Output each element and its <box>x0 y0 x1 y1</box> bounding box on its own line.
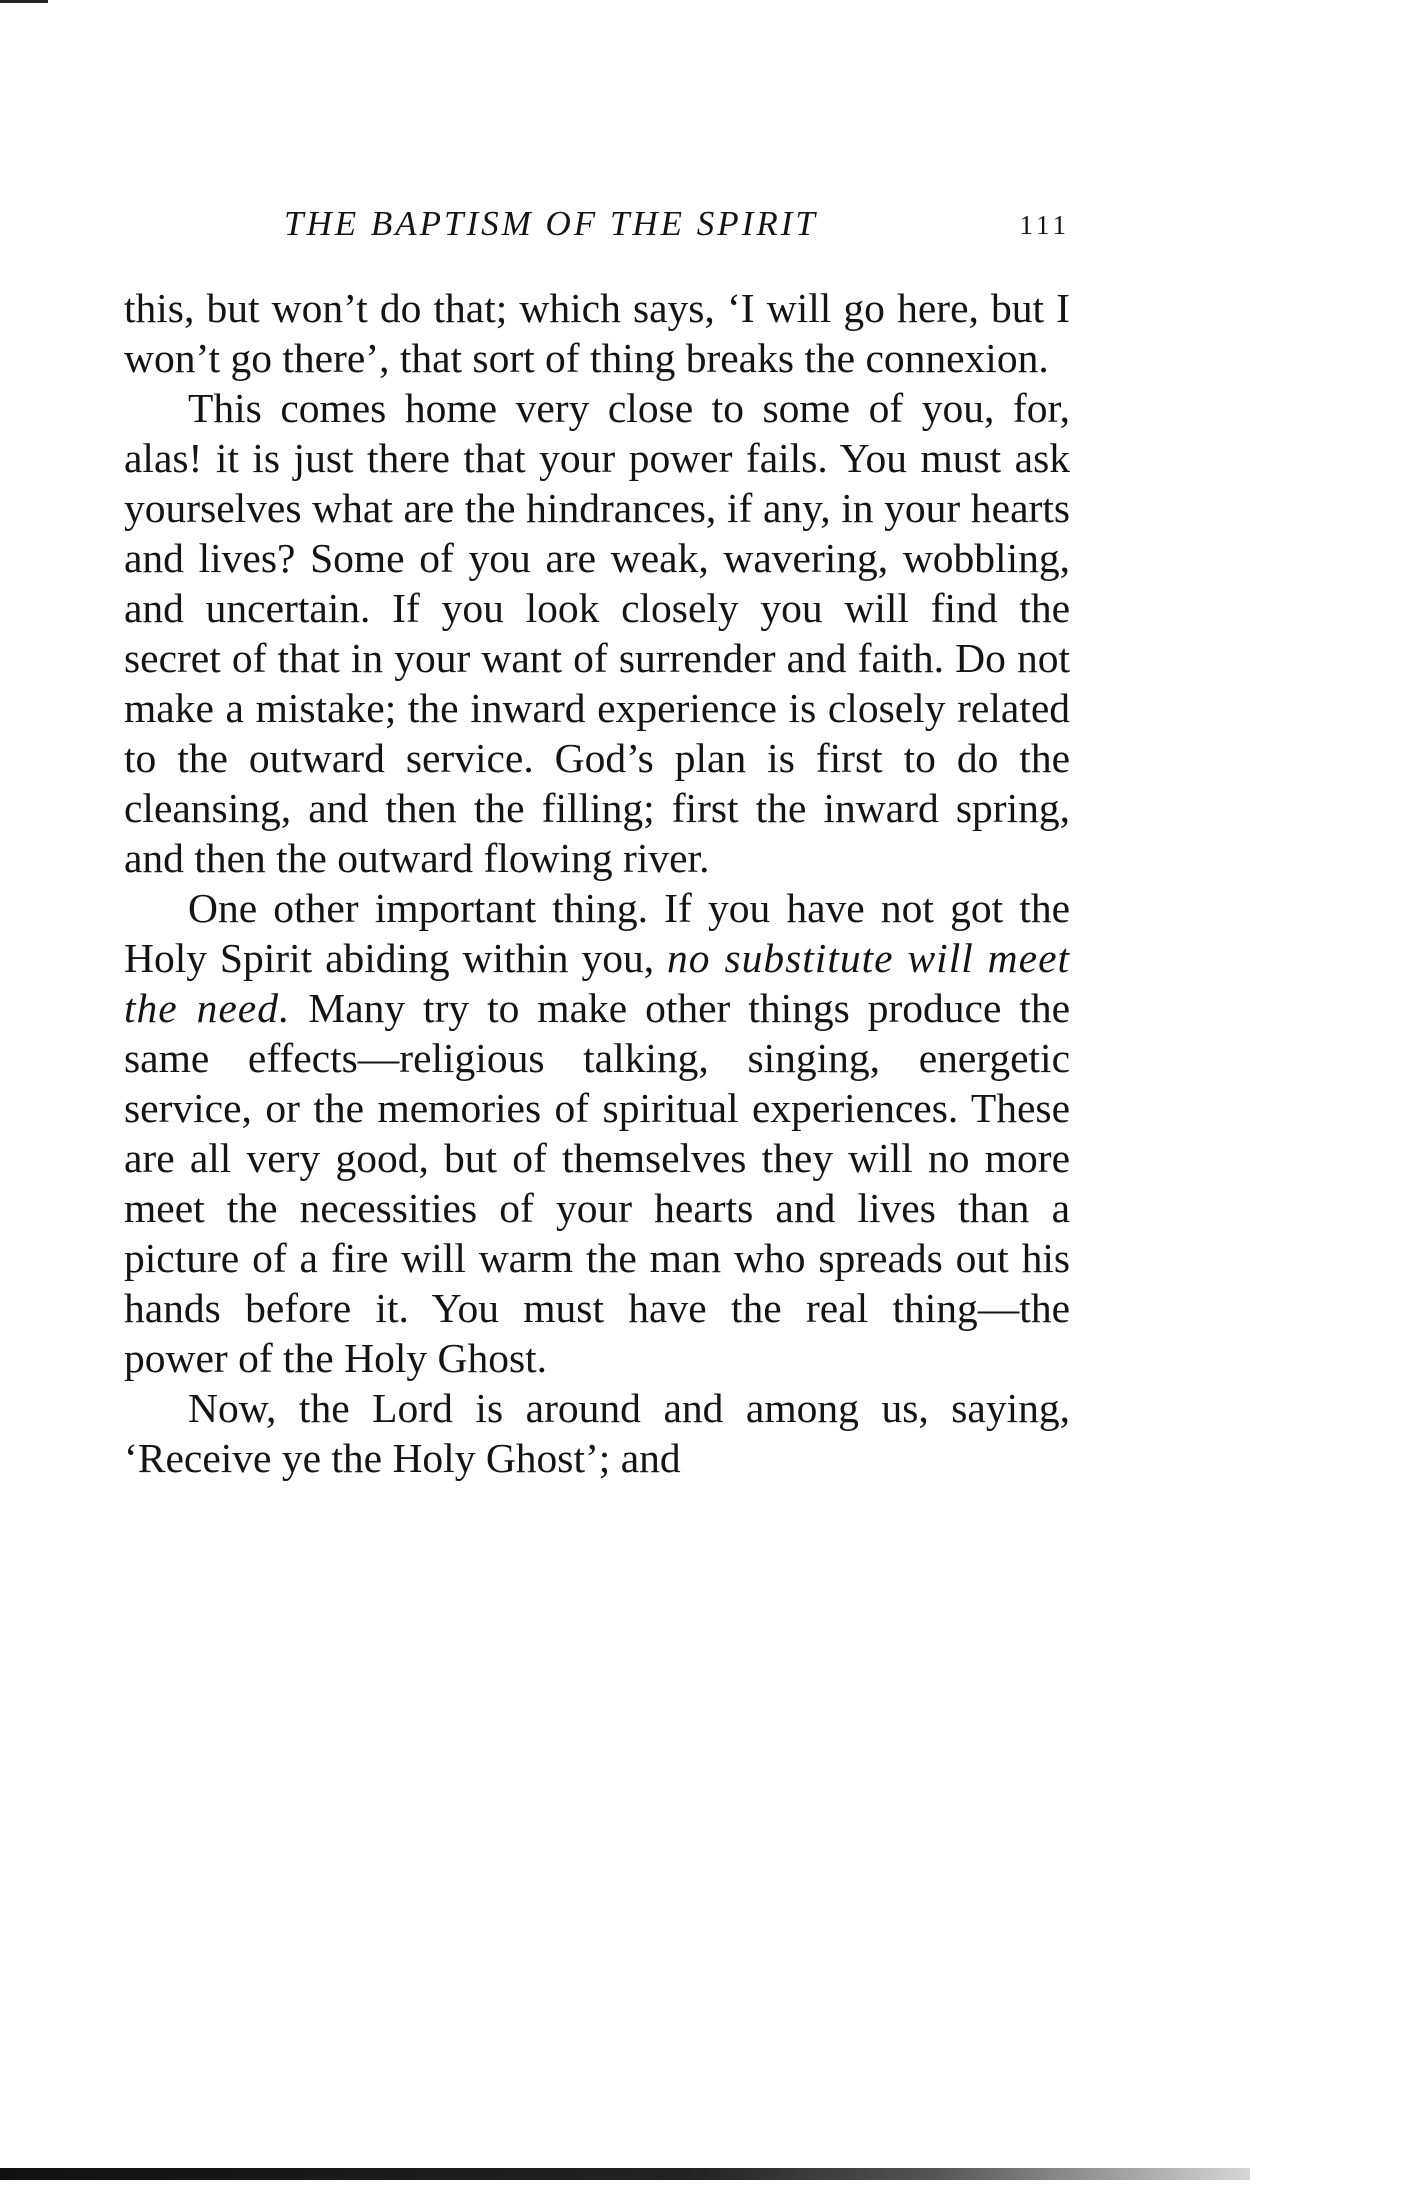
paragraph-3-start: One other important thing. If you have not got the Holy Spirit abiding within you, <box>124 885 1070 981</box>
paragraph-1: this, but won’t do that; which says, ‘I will go here, but I won’t go there’, that sort of thing breaks the connexion. <box>124 285 1070 381</box>
page-number: 111 <box>1019 210 1070 240</box>
paragraph-2: This comes home very close to some of you, for, alas! it is just there that your power fails. You must ask yourselves what are the hindrances, if any, in your hearts and lives? Some of you are weak, wavering, wobbling, and uncertain. If you look closely you will find the secret of that in your want of surrender and faith. Do not make a mistake; the inward experience is closely related to the outward service. God’s plan is first to do the cleansing, and then the filling; first the inward spring, and then the outward flowing river. <box>124 385 1070 881</box>
bottom-scan-edge <box>0 2168 1250 2180</box>
paragraph-3 <box>124 883 1070 1383</box>
paragraph-3-italic: no substitute will meet the need. <box>124 935 1071 1031</box>
paragraph-3-end: Many try to make other things produce the same effects—religious talking, singing, energetic service, or the memories of spiritual experiences. These are all very good, but of themselves they will no more meet the necessities of your hearts and lives than a picture of a fire will warm the man who spreads out his hands before it. You must have the real thing—the power of the Holy Ghost. <box>124 985 1070 1381</box>
paragraph-4: Now, the Lord is around and among us, saying, ‘Receive ye the Holy Ghost’; and <box>124 1385 1070 1481</box>
page-header <box>124 204 1070 254</box>
body-text <box>124 283 1070 1483</box>
top-edge-mark <box>0 0 48 3</box>
running-title: THE BAPTISM OF THE SPIRIT <box>284 204 818 243</box>
